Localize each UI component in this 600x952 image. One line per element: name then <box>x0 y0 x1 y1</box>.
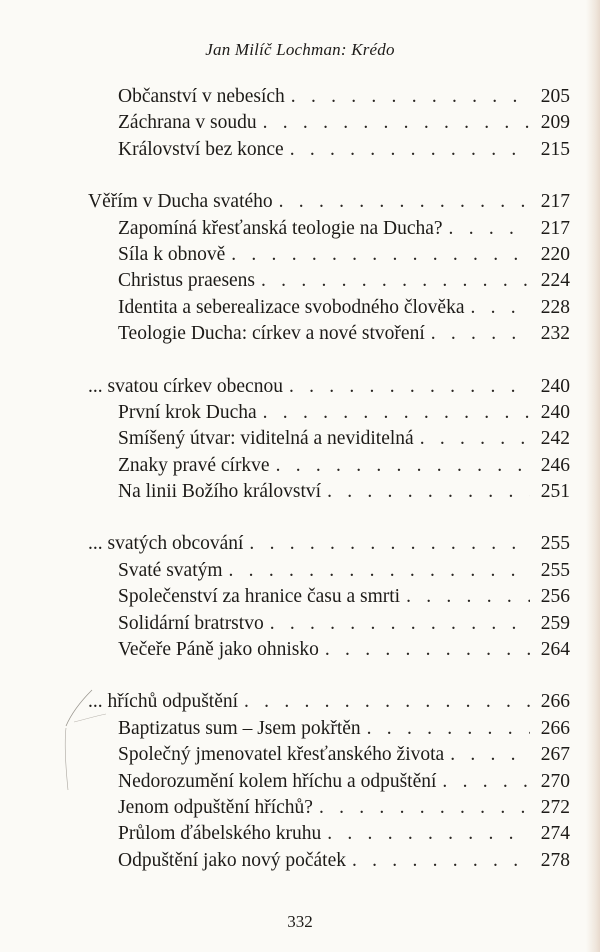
toc-page-number: 205 <box>540 86 570 107</box>
toc-dot-leader <box>442 769 530 795</box>
toc-entry-title: Christus praesens <box>118 270 256 292</box>
toc-dot-leader <box>367 716 530 742</box>
toc-dot-leader <box>279 189 530 215</box>
toc-page-number: 251 <box>540 481 570 503</box>
toc-page-number: 266 <box>540 717 570 739</box>
toc-section <box>0 374 600 506</box>
toc-dot-leader <box>319 795 530 821</box>
toc-entry-title: Večeře Páně jako ohnisko <box>118 639 319 661</box>
toc-page-number: 259 <box>540 612 570 634</box>
toc-subentry <box>118 453 570 479</box>
toc-page-number: 215 <box>540 138 570 160</box>
toc-subentry <box>118 268 570 294</box>
toc-dot-leader <box>249 531 530 557</box>
toc-page-number: 217 <box>540 191 570 213</box>
toc-entry-title: Síla k obnově <box>118 243 226 265</box>
toc-subentry <box>118 795 570 821</box>
toc-page-number: 278 <box>540 849 570 871</box>
toc-page-number: 256 <box>540 586 570 608</box>
toc-entry-title: První krok Ducha <box>118 401 257 423</box>
toc-entry-title: Království bez konce <box>118 138 284 160</box>
toc-subentry <box>118 558 570 584</box>
toc-entry-title: Teologie Ducha: církev a nové stvoření <box>118 323 425 345</box>
toc-subentry <box>118 821 570 847</box>
toc-subentry <box>118 295 570 321</box>
page-number: 332 <box>287 912 313 931</box>
toc-page-number: 267 <box>540 744 570 766</box>
toc-entry-title: Baptizatus sum – Jsem pokřtěn <box>118 717 361 739</box>
toc-entry-title: Průlom ďábelského kruhu <box>118 823 322 845</box>
toc-entry-title: Znaky pravé církve <box>118 454 270 476</box>
toc-entry-title: Společný jmenovatel křesťanského života <box>118 744 445 766</box>
toc-entry-title: Nedorozumění kolem hříchu a odpuštění <box>118 770 437 792</box>
toc-entry-title: Identita a seberealizace svobodného člověka <box>118 296 465 318</box>
toc-dot-leader <box>327 479 530 505</box>
toc-dot-leader <box>261 268 530 294</box>
toc-subentry <box>118 769 570 795</box>
toc-dot-leader <box>450 742 530 768</box>
toc-subentry <box>118 400 570 426</box>
toc-page-number: 217 <box>540 217 570 239</box>
toc-section <box>0 531 600 663</box>
toc-page-number: 240 <box>540 375 570 397</box>
toc-subentry <box>118 848 570 874</box>
toc-page-number: 228 <box>540 296 570 318</box>
toc-section <box>0 689 600 874</box>
toc-dot-leader <box>229 558 530 584</box>
toc-dot-leader <box>263 110 530 136</box>
toc-chapter-entry <box>88 189 570 215</box>
toc-entry-title: Společenství za hranice času a smrti <box>118 586 401 608</box>
toc-dot-leader <box>352 848 530 874</box>
toc-entry-title: ... svatou církev obecnou <box>88 375 283 397</box>
toc-dot-leader <box>231 242 530 268</box>
toc-entry-title: Na linii Božího království <box>118 481 322 503</box>
toc-page-number: 242 <box>540 428 570 450</box>
toc-entry-title: ... hříchů odpuštění <box>88 691 239 713</box>
toc-page-number: 246 <box>540 454 570 476</box>
toc-subentry <box>118 216 570 242</box>
toc-section <box>0 84 600 163</box>
toc-entry-title: Záchrana v soudu <box>118 112 257 134</box>
toc-subentry <box>118 137 570 163</box>
toc-section <box>0 189 600 347</box>
table-of-contents <box>0 84 600 900</box>
toc-subentry <box>118 110 570 136</box>
toc-entry-title: Věřím v Ducha svatého <box>88 191 273 213</box>
toc-subentry <box>118 637 570 663</box>
toc-entry-title: Odpuštění jako nový počátek <box>118 849 346 871</box>
toc-dot-leader <box>406 584 530 610</box>
toc-page-number: 274 <box>540 823 570 845</box>
toc-chapter-entry <box>88 374 570 400</box>
toc-page-number: 255 <box>540 533 570 555</box>
toc-subentry <box>118 84 570 110</box>
toc-chapter-entry <box>88 689 570 715</box>
toc-entry-title: Solidární bratrstvo <box>118 612 264 634</box>
toc-subentry <box>118 426 570 452</box>
toc-subentry <box>118 479 570 505</box>
toc-subentry <box>118 584 570 610</box>
toc-dot-leader <box>471 295 531 321</box>
toc-dot-leader <box>431 321 530 347</box>
toc-dot-leader <box>327 821 530 847</box>
toc-subentry <box>118 321 570 347</box>
toc-dot-leader <box>244 689 530 715</box>
toc-page-number: 240 <box>540 401 570 423</box>
toc-page-number: 272 <box>540 796 570 818</box>
toc-dot-leader <box>420 426 530 452</box>
toc-page-number: 220 <box>540 243 570 265</box>
toc-entry-title: Smíšený útvar: viditelná a neviditelná <box>118 428 414 450</box>
toc-subentry <box>118 242 570 268</box>
toc-subentry <box>118 716 570 742</box>
toc-page-number: 270 <box>540 770 570 792</box>
toc-dot-leader <box>291 84 530 110</box>
toc-dot-leader <box>289 374 530 400</box>
toc-dot-leader <box>270 611 530 637</box>
toc-entry-title: Občanství v nebesích <box>118 86 285 107</box>
toc-page-number: 266 <box>540 691 570 713</box>
toc-dot-leader <box>449 216 530 242</box>
toc-entry-title: Svaté svatým <box>118 559 223 581</box>
toc-chapter-entry <box>88 531 570 557</box>
running-header: Jan Milíč Lochman: Krédo <box>205 40 395 59</box>
toc-dot-leader <box>276 453 530 479</box>
toc-entry-title: Zapomíná křesťanská teologie na Ducha? <box>118 217 443 239</box>
toc-dot-leader <box>325 637 530 663</box>
toc-dot-leader <box>263 400 530 426</box>
toc-entry-title: ... svatých obcování <box>88 533 244 555</box>
toc-entry-title: Jenom odpuštění hříchů? <box>118 796 313 818</box>
toc-dot-leader <box>290 137 530 163</box>
toc-page-number: 264 <box>540 639 570 661</box>
toc-page-number: 209 <box>540 112 570 134</box>
toc-page-number: 224 <box>540 270 570 292</box>
toc-page-number: 255 <box>540 559 570 581</box>
toc-subentry <box>118 611 570 637</box>
toc-page-number: 232 <box>540 323 570 345</box>
toc-subentry <box>118 742 570 768</box>
